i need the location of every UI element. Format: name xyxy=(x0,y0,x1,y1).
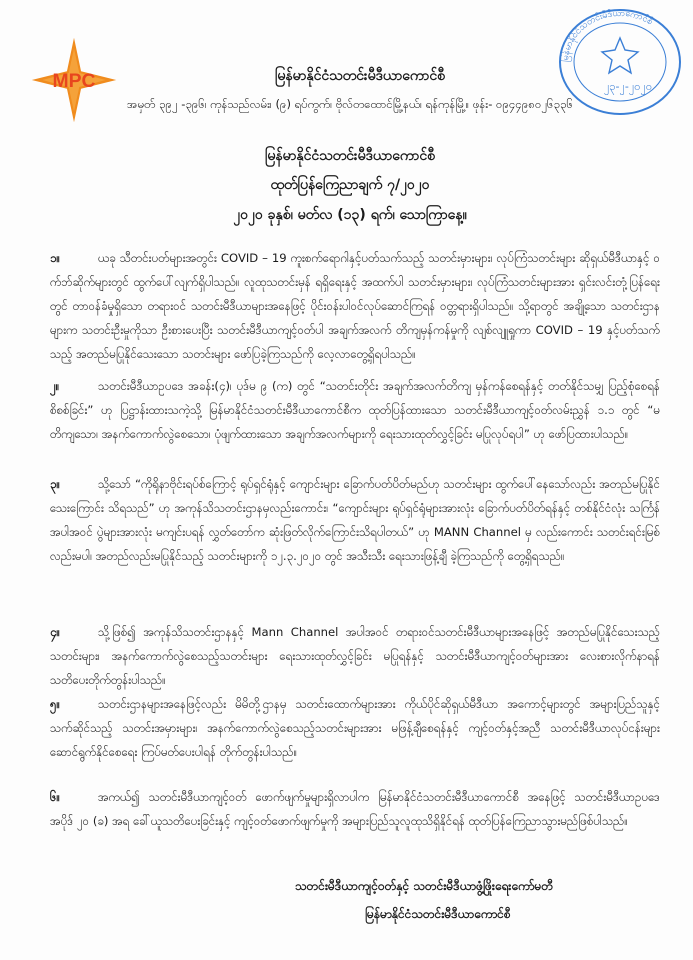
stamp-date: ၂၃-၂-၂၀၂၀ xyxy=(603,80,653,93)
paragraph-number: ၆။ xyxy=(50,790,61,804)
paragraph-number: ၅။ xyxy=(50,697,61,711)
paragraph-3 xyxy=(50,472,660,568)
header-address: အမှတ် ၃၉၂ -၃၉၆၊ ကုန်သည်လမ်း၊ (၉) ရပ်ကွက်၊ ဗိုလ်တထောင်မြို့နယ်၊ ရန်ကုန်မြို့။ ဖုန်း- ၀၉၄၄၉၈၀၂၆၃၃၆ xyxy=(127,97,573,111)
stamp-text: မြန်မာနိုင်ငံသတင်းမီဒီယာကောင်စီ xyxy=(560,8,655,63)
paragraph-6 xyxy=(50,785,660,833)
title-date: ၂၀၂၀ ခုနှစ်၊ မတ်လ (၁၃) ရက်၊ သောကြာနေ့။ xyxy=(233,207,467,223)
paragraph-5 xyxy=(50,692,660,764)
paragraph-text: သတင်းဌာနများအနေဖြင့်လည်း မိမိတို့ဌာနမှ သတင်းထောက်များအား ကိုယ်ပိုင်ဆိုရှယ်မီဒီယာ အကောင့်များတွင် အများပြည်သူနှင့်သက်ဆိုင်သည့် သတင်းအမှားများ၊ အနက်ကောက်လွဲစေသည့်သတင်းများအား မဖြန့်ချီစေရန်နှင့် ကျင့်ဝတ်နှင့်အညီ သတင်းမီဒီယာလုပ်ငန်းများ ဆောင်ရွက်နိုင်စေရေး ကြပ်မတ်ပေးပါရန် တိုက်တွန်းပါသည်။ xyxy=(50,697,660,759)
signature-council: မြန်မာနိုင်ငံသတင်းမီဒီယာကောင်စီ xyxy=(365,907,511,921)
signature-committee: သတင်းမီဒီယာကျင့်ဝတ်နှင့် သတင်းမီဒီယာဖွံ့ဖြိုးရေးကော်မတီ xyxy=(295,879,554,893)
stamp-emblem xyxy=(602,38,638,73)
paragraph-text: အကယ်၍ သတင်းမီဒီယာကျင့်ဝတ် ဖောက်ဖျက်မှုများရှိလာပါက မြန်မာနိုင်ငံသတင်းမီဒီယာကောင်စီ အနေဖြင့် သတင်းမီဒီယာဥပဒေ အပိုဒ် ၂၀ (ခ) အရ ခေါ်ယူသတိပေးခြင်းနှင့် ကျင့်ဝတ်ဖောက်ဖျက်မှုကို အများပြည်သူလူထုသိရှိနိုင်ရန် ထုတ်ပြန်ကြေညာသွားမည်ဖြစ်ပါသည်။ xyxy=(50,790,660,828)
paragraph-text: သို့ဖြစ်၍ အကုန်သိသတင်းဌာနနှင့် Mann Channel အပါအဝင် တရားဝင်သတင်းမီဒီယာများအနေဖြင့် အတည်မပြုနိုင်သေးသည့် သတင်းများ၊ အနက်ကောက်လွဲစေသည့်သတင်းများ ရေးသားထုတ်လွှင့်ခြင်း မပြုရန်နှင့် သတင်းမီဒီယာကျင့်ဝတ်များအား လေးစားလိုက်နာရန် သတိပေးတိုက်တွန်းပါသည်။ xyxy=(50,625,660,687)
paragraph-1 xyxy=(50,246,660,366)
paragraph-text: ယခု သီတင်းပတ်များအတွင်း COVID – 19 ကူးစက်ရောဂါနှင့်ပတ်သက်သည့် သတင်းမှားများ၊ လုပ်ကြံသတင်းများ ဆိုရှယ်မီဒီယာနှင့် ဝက်ဘ်ဆိုက်များတွင် ထွက်ပေါ်လျက်ရှိပါသည်။ လူထုသတင်းမှန် ရရှိရေးနှင့် အထက်ပါ သတင်းမှားများ၊ လုပ်ကြံသတင်းများအား ရှင်းလင်းတုံ့ပြန်ရေးတွင် တာဝန်ခံမှုရှိသော တရားဝင် သတင်းမီဒီယာများအနေဖြင့် ပိုင်းဝန်းပါဝင်လုပ်ဆောင်ကြရန် ဝတ္တရားရှိပါသည်။ သို့ရာတွင် အချို့သော သတင်းဌာနများက သတင်းဦးမှုကိုသာ ဦးစားပေးပြီး သတင်းမီဒီယာကျင့်ဝတ်ပါ အချက်အလက် တိကျမှန်ကန်မှုကို လျစ်လျူရှုကာ COVID – 19 နှင့်ပတ်သက်သည့် အတည်မပြုနိုင်သေးသော သတင်းများ ဖော်ပြခဲ့ကြသည်ကို လေ့လာတွေ့ရှိရပါသည်။ xyxy=(50,251,660,361)
title-statement: ထုတ်ပြန်ကြေညာချက် ၇/၂၀၂၀ xyxy=(270,177,430,193)
paragraph-number: ၄။ xyxy=(50,625,61,639)
header-org-name: မြန်မာနိုင်ငံသတင်းမီဒီယာကောင်စီ xyxy=(275,68,445,84)
paragraph-2 xyxy=(50,374,660,446)
paragraph-number: ၃။ xyxy=(50,477,61,491)
paragraph-number: ၂။ xyxy=(50,379,60,393)
paragraph-text: သို့သော် “ကိုရိုနာဗိုင်းရပ်စ်ကြောင့် ရုပ်ရှင်ရုံနှင့် ကျောင်းများ ခြောက်ပတ်ပိတ်မည်ဟု သတင်းများ ထွက်ပေါ်နေသော်လည်း အတည်မပြုနိုင်သေးကြောင်း သိရသည်” ဟု အကုန်သိသတင်းဌာနမှလည်းကောင်း၊ “ကျောင်းများ ရုပ်ရှင်ရုံများအားလုံး ခြောက်ပတ်ပိတ်ရန်နှင့် တစ်နိုင်ငံလုံး သင်္ကြန်အပါအဝင် ပွဲများအားလုံး မကျင်းပရန် လွှတ်တော်က ဆုံးဖြတ်လိုက်ကြောင်းသိရပါတယ်” ဟု MANN Channel မှ လည်းကောင်း သတင်းရင်းမြစ်လည်းမပါ၊ အတည်လည်းမပြုနိုင်သည့် သတင်းများကို ၁၂.၃.၂၀၂၀ တွင် အသီးသီး ရေးသားဖြန့်ချီ ခဲ့ကြသည်ကို တွေ့ရှိရသည်။ xyxy=(50,477,660,563)
paragraph-text: သတင်းမီဒီယာဥပဒေ အခန်း(၄)၊ ပုဒ်မ ၉ (က) တွင် “သတင်းတိုင်း အချက်အလက်တိကျ မှန်ကန်စေရန်နှင့် တတ်နိုင်သမျှ ပြည့်စုံစေရန် စိစစ်ခြင်း” ဟု ပြဋ္ဌာန်းထားသကဲ့သို့ မြန်မာနိုင်ငံသတင်းမီဒီယာကောင်စီက ထုတ်ပြန်ထားသော သတင်းမီဒီယာကျင့်ဝတ်လမ်းညွှန် ၁.၁ တွင် “မတိကျသော၊ အနက်ကောက်လွဲစေသော၊ ပုံဖျက်ထားသော အချက်အလက်များကို ရေးသားထုတ်လွှင့်ခြင်း မပြုလုပ်ရပါ” ဟု ဖော်ပြထားပါသည်။ xyxy=(50,379,660,441)
paragraph-number: ၁။ xyxy=(50,251,61,265)
paragraph-4 xyxy=(50,620,660,692)
title-org: မြန်မာနိုင်ငံသတင်းမီဒီယာကောင်စီ xyxy=(265,148,435,164)
logo-text: MPC xyxy=(52,70,96,93)
